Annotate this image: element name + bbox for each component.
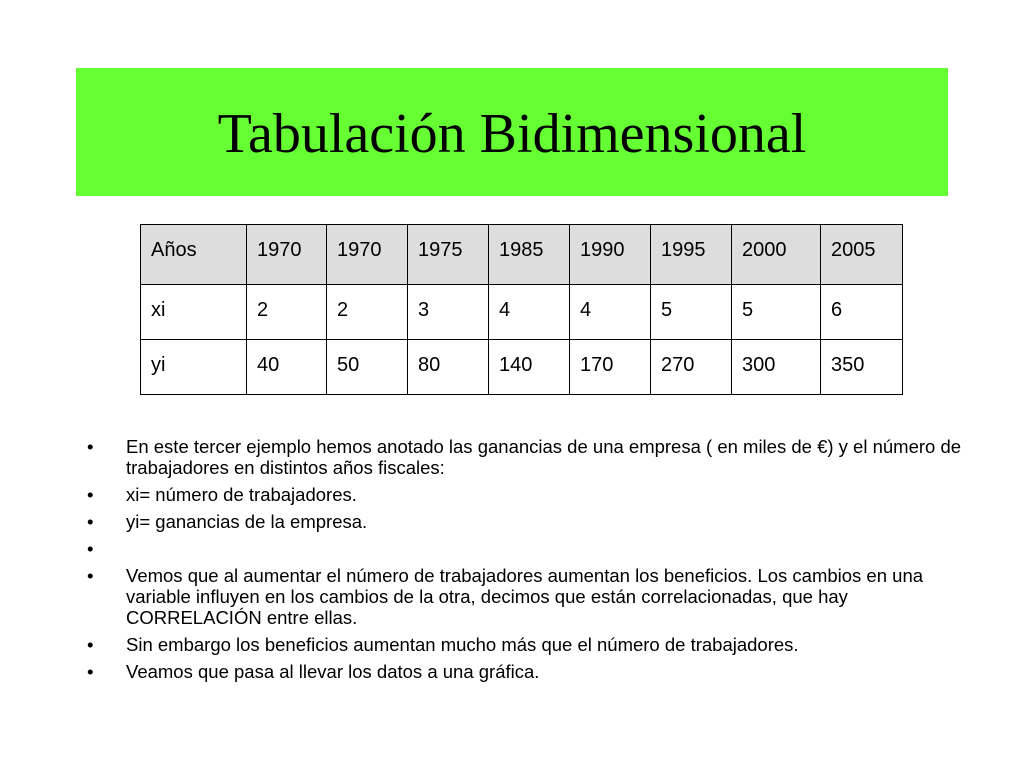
table-cell: 40: [247, 340, 327, 395]
table-cell: 5: [651, 285, 732, 340]
table-cell: 1990: [570, 225, 651, 285]
table-row-xi: [141, 285, 903, 340]
table-cell: 350: [821, 340, 903, 395]
table-cell: 50: [327, 340, 408, 395]
table-row-yi: [141, 340, 903, 395]
bullet-text: Veamos que pasa al llevar los datos a una gráfica.: [126, 661, 540, 682]
bullet-item: [84, 565, 984, 628]
table-cell: 4: [489, 285, 570, 340]
table-row-label: Años: [141, 225, 247, 285]
table-cell: 300: [732, 340, 821, 395]
table-cell: 140: [489, 340, 570, 395]
table-cell: 80: [408, 340, 489, 395]
table-cell: 1995: [651, 225, 732, 285]
table-row-years: [141, 225, 903, 285]
bullet-text: yi= ganancias de la empresa.: [126, 511, 368, 532]
table-cell: 2: [247, 285, 327, 340]
bullet-item: [84, 436, 984, 478]
bullet-text: Sin embargo los beneficios aumentan mucho más que el número de trabajadores.: [126, 634, 799, 655]
table-cell: 4: [570, 285, 651, 340]
table-cell: 1975: [408, 225, 489, 285]
bullet-icon: •: [87, 565, 94, 586]
table-cell: 5: [732, 285, 821, 340]
bullet-icon: •: [87, 484, 94, 505]
bullet-item: [84, 538, 984, 559]
bullet-item: [84, 511, 984, 532]
bullet-item: [84, 634, 984, 655]
bullet-icon: •: [87, 436, 94, 457]
bullet-icon: •: [87, 634, 94, 655]
bullet-icon: •: [87, 538, 94, 559]
table-cell: 2: [327, 285, 408, 340]
slide-title: Tabulación Bidimensional: [217, 103, 807, 165]
bullet-item: [84, 661, 984, 682]
table-cell: 170: [570, 340, 651, 395]
table-cell: 2005: [821, 225, 903, 285]
table-row-label: xi: [141, 285, 247, 340]
bullet-icon: •: [87, 661, 94, 682]
bullet-list: [84, 436, 984, 688]
bullet-text: Vemos que al aumentar el número de trabajadores aumentan los beneficios. Los cambios en una variable influyen en los cambios de la otra, decimos que están correlacionadas, que hay CORRELACIÓN entre ellas.: [126, 565, 924, 628]
title-banner: [76, 68, 948, 196]
table-cell: 1970: [327, 225, 408, 285]
table-cell: 2000: [732, 225, 821, 285]
table-cell: 1985: [489, 225, 570, 285]
table-row-label: yi: [141, 340, 247, 395]
bullet-icon: •: [87, 511, 94, 532]
table-cell: 3: [408, 285, 489, 340]
data-table: [140, 224, 903, 395]
table-cell: 270: [651, 340, 732, 395]
bullet-text: En este tercer ejemplo hemos anotado las ganancias de una empresa ( en miles de €) y el número de trabajadores en distintos años fiscales:: [126, 436, 962, 478]
bullet-item: [84, 484, 984, 505]
bullet-text: xi= número de trabajadores.: [126, 484, 357, 505]
table-cell: 1970: [247, 225, 327, 285]
table-cell: 6: [821, 285, 903, 340]
